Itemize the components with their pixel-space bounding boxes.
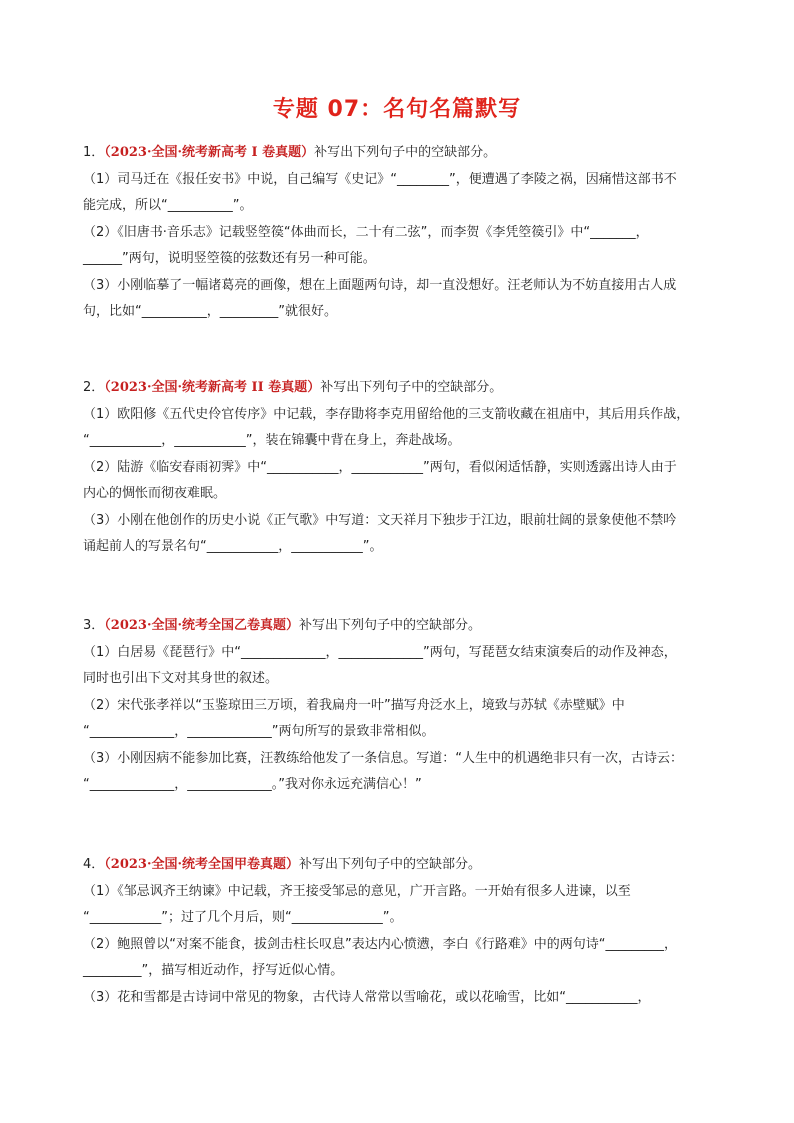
question-source: （2023·全国·统考全国甲卷真题） — [104, 857, 300, 872]
question-line: 诵起前人的写景名句“___________，___________”。 — [83, 539, 383, 554]
question-prompt: 补写出下列句子中的空缺部分。 — [320, 380, 503, 395]
question-prompt: 补写出下列句子中的空缺部分。 — [314, 145, 497, 160]
question-4 — [83, 852, 728, 1011]
question-line: （3）小刚因病不能参加比赛，汪教练给他发了一条信息。写道：“人生中的机遇绝非只有一次，古诗云： — [83, 750, 684, 766]
question-prompt: 补写出下列句子中的空缺部分。 — [299, 857, 482, 872]
question-line: （1）白居易《琵琶行》中“_____________，_____________”两句，写琵琶女结束演奏后的动作及神态， — [83, 644, 677, 660]
question-line: （1）《邹忌讽齐王纳谏》中记载，齐王接受邹忌的意见，广开言路。一开始有很多人进谏，以至 — [83, 883, 631, 899]
question-line: （2）鲍照曾以“对案不能食，拔剑击柱长叹息”表达内心愤懑，李白《行路难》中的两句诗“_________， — [83, 936, 677, 952]
question-line: ______”两句，说明竖箜篌的弦数还有另一种可能。 — [83, 251, 376, 266]
question-header — [83, 852, 728, 879]
question-line: （3）小刚临摹了一幅诸葛亮的画像，想在上面题两句诗，却一直没想好。汪老师认为不妨直接用古人成 — [83, 277, 677, 293]
question-line: （1）司马迁在《报任安书》中说，自己编写《史记》“________”，便遭遇了李陵之祸，因痛惜这部书不 — [83, 171, 677, 187]
question-2 — [83, 375, 728, 561]
question-number: 2． — [83, 380, 105, 395]
question-line: （3）花和雪都是古诗词中常见的物象，古代诗人常常以雪喻花，或以花喻雪，比如“___________， — [83, 989, 651, 1005]
question-line: （2）《旧唐书·音乐志》记载竖箜篌“体曲而长，二十有二弦”，而李贺《李凭箜篌引》中“_______， — [83, 224, 649, 240]
question-header — [83, 375, 728, 402]
question-number: 1． — [83, 145, 105, 160]
question-line: 句，比如“__________，_________”就很好。 — [83, 304, 337, 319]
question-line: （2）陆游《临安春雨初霁》中“___________，___________”两句，看似闲适恬静，实则透露出诗人由于 — [83, 459, 677, 475]
question-line: （3）小刚在他创作的历史小说《正气歌》中写道：文天祥月下独步于江边，眼前壮阔的景象使他不禁吟 — [83, 512, 677, 528]
question-number: 3． — [83, 618, 105, 633]
question-line: _________”，描写相近动作，抒写近似心情。 — [83, 963, 344, 978]
page-title: 专题 07：名句名篇默写 — [272, 97, 522, 122]
question-line: “___________，___________”，装在锦囊中背在身上，奔赴战场。 — [83, 433, 461, 448]
question-source: （2023·全国·统考全国乙卷真题） — [104, 618, 300, 633]
question-3 — [83, 613, 728, 799]
question-line: “___________”；过了几个月后，则“______________”。 — [83, 910, 403, 925]
question-line: 同时也引出下文对其身世的叙述。 — [83, 671, 279, 686]
question-source: （2023·全国·统考新高考 I 卷真题） — [104, 145, 315, 160]
question-line: 能完成，所以“__________”。 — [83, 198, 253, 213]
question-line: “_____________，_____________。”我对你永远充满信心！” — [83, 777, 422, 792]
question-header — [83, 613, 728, 640]
question-prompt: 补写出下列句子中的空缺部分。 — [299, 618, 482, 633]
question-header — [83, 140, 728, 167]
question-line: （2）宋代张孝祥以“玉鉴琼田三万顷，着我扁舟一叶”描写舟泛水上，境致与苏轼《赤壁赋》中 — [83, 697, 625, 713]
question-source: （2023·全国·统考新高考 II 卷真题） — [104, 380, 321, 395]
question-line: （1）欧阳修《五代史伶官传序》中记载，李存勖将李克用留给他的三支箭收藏在祖庙中，其后用兵作战， — [83, 406, 690, 422]
question-line: 内心的惆怅而彻夜难眠。 — [83, 486, 227, 501]
question-number: 4． — [83, 857, 105, 872]
question-1 — [83, 140, 728, 326]
question-line: “_____________，_____________”两句所写的景致非常相似。 — [83, 724, 435, 739]
